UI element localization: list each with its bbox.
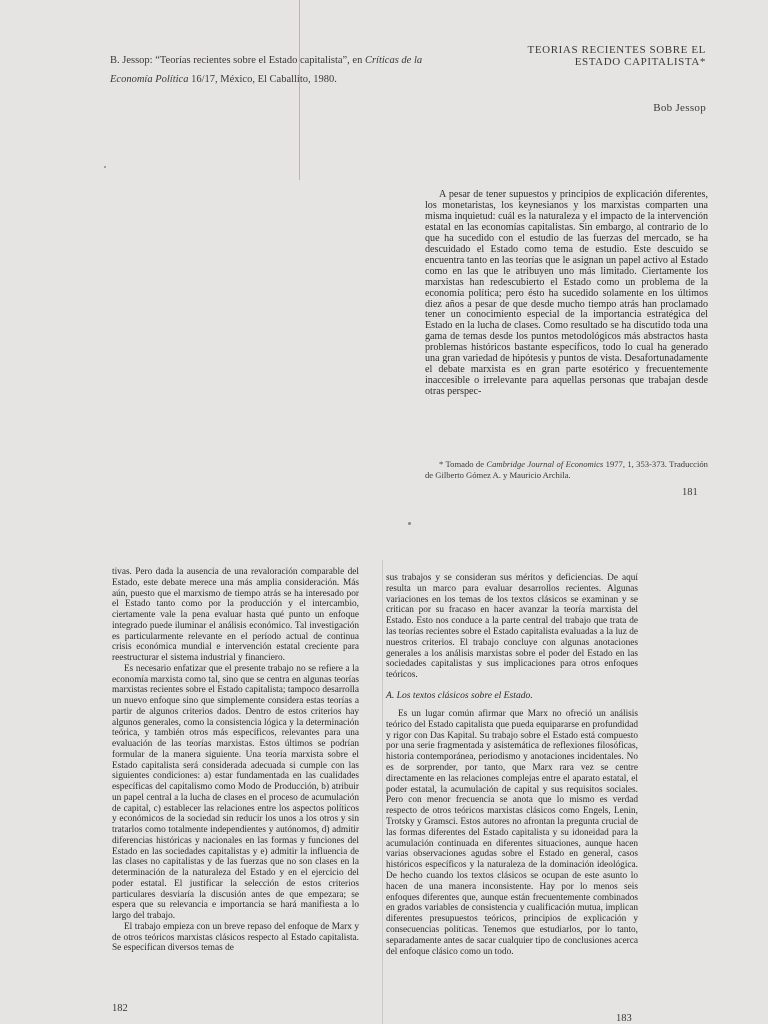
footnote xyxy=(425,459,708,480)
right-column xyxy=(386,573,638,957)
page-number-182: 182 xyxy=(112,1003,128,1014)
article-author: Bob Jessop xyxy=(653,102,706,114)
intro-paragraph: A pesar de tener supuestos y principios de explicación diferentes, los monetaristas, los keynesianos y los marxistas comparten una misma inquietud: cuál es la naturaleza y el impacto de la intervención estatal en las economías capitalistas. Sin embargo, al contrario de lo que ha sucedido con el estudio de las fuerzas del mercado, se ha descuidado el Estado como tema de estudio. Este descuido se encuentra tanto en las teorías que le asignan un papel activo al Estado como en las que le atribuyen uno más limitado. Ciertamente los marxistas han redescubierto el Estado como un problema de la economía política; pero ésto ha sucedido solamente en los últimos diez años a pesar de que desde mucho tiempo atrás han proclamado tener un conocimiento especial de la importancia estratégica del Estado en la lucha de clases. Como resultado se ha discutido toda una gama de temas desde los puntos metodológicos más abstractos hasta problemas históricos bastante específicos, todo lo cual ha generado una gran variedad de hipótesis y puntos de vista. Desafortunadamente el debate marxista es en gran parte esotérico y frecuentemente inaccesible o irrelevante para aquellas personas que trabajan desde otras perspec- xyxy=(425,189,708,398)
fold-line-bottom xyxy=(382,560,383,1024)
page-number-183: 183 xyxy=(616,1013,632,1024)
footnote-journal: Cambridge Journal of Economics xyxy=(486,459,604,469)
right-paragraph-2: Es un lugar común afirmar que Marx no ofreció un análisis teórico del Estado capitalista que pueda equipararse en profundidad y rigor con Das Kapital. Su trabajo sobre el Estado está compuesto por una serie fragmentada y asistemática de reflexiones filosóficas, historia contemporánea, periodismo y anotaciones incidentales. No es de sorprender, por tanto, que Marx rara vez se centre directamente en las relaciones complejas entre el aparato estatal, el poder estatal, la acumulación de capital y sus requisitos sociales. Pero con menor frecuencia se anota que lo mismo es verdad respecto de otros teóricos marxistas clásicos como Engels, Lenin, Trotsky y Gramsci. Estos autores no afrontan la pregunta crucial de las formas diferentes del Estado capitalista y su idoneidad para la acumulación continuada en diferentes situaciones, aunque hacen varias observaciones agudas sobre el Estado en general, casos históricos específicos y la naturaleza de la dominación ideológica. De hecho cuando los textos clásicos se ocupan de este asunto lo hacen de una manera inconsistente. Hay por lo menos seis enfoques diferentes que, aunque están frecuentemente combinados en grados variables de consistencia y cualificación mutua, implican diferentes presupuestos teóricos, principios de explicación y consecuencias políticas. Tenemos que estudiarlos, por lo tanto, separadamente antes de sacar cualquier tipo de conclusiones acerca del enfoque clásico como un todo. xyxy=(386,708,638,957)
article-title-line1: TEORIAS RECIENTES SOBRE EL xyxy=(527,44,706,56)
citation-journal: Críticas de la xyxy=(364,55,423,66)
footnote-prefix: * Tomado de xyxy=(439,459,487,469)
citation-text: B. Jessop: “Teorías recientes sobre el Estado capitalista”, en xyxy=(110,55,365,66)
scan-speck xyxy=(408,522,411,525)
page-number-181: 181 xyxy=(682,487,698,498)
section-heading: A. Los textos clásicos sobre el Estado. xyxy=(386,689,533,701)
left-paragraph-2: Es necesario enfatizar que el presente trabajo no se refiere a la economía marxista como tal, sino que se centra en algunas teorías marxistas recientes sobre el Estado capitalista; tampoco desarrolla un nuevo enfoque sino que simplemente considera estas teorías a partir de algunos criterios dados. Dentro de estos criterios hay algunos generales, como la consistencia lógica y la determinación teórica, y también otros más específicos, relevantes para una evaluación de las teorías marxistas. Estos últimos se podrían formular de la manera siguiente. Una teoría marxista sobre el Estado capitalista será considerada adecuada si cumple con las siguientes condiciones: a) estar fundamentada en las cualidades específicas del capitalismo como Modo de Producción, b) atribuir un papel central a la lucha de clases en el proceso de acumulación de capital, c) establecer las relaciones entre los aspectos políticos y económicos de la sociedad sin reducir los unos a los otros y sin tratarlos como totalmente independientes y autónomos, d) admitir diferencias históricas y nacionales en las formas y funciones del Estado en las sociedades capitalistas y e) admitir la influencia de las clases no capitalistas y de las fuerzas que no son clases en la determinación de la naturaleza del Estado y en el ejercicio del poder estatal. El justificar la selección de estos criterios particulares desviaría la discusión antes de que empezara; se espera que su relevancia e importancia se hará manifiesta a lo largo del trabajo. xyxy=(112,663,359,921)
fold-line-top xyxy=(299,0,300,180)
right-paragraph-1: sus trabajos y se consideran sus méritos y deficiencias. De aquí resulta un marco para evaluar desarrollos recientes. Algunas variaciones en los temas de los textos clásicos se examinan y se critican por su fracaso en hacer avanzar la teoría marxista del Estado. Esto nos conduce a la parte central del trabajo que trata de las teorías recientes sobre el Estado capitalista evaluadas a la luz de nuestros criterios. El trabajo concluye con algunas anotaciones generales a los análisis marxistas sobre el poder del Estado en las sociedades capitalistas y sus implicaciones para otros enfoques teóricos. xyxy=(386,573,638,681)
citation-details: 16/17, México, El Caballito, 1980. xyxy=(188,74,337,85)
article-title xyxy=(446,44,706,68)
scan-speck xyxy=(104,166,106,168)
citation xyxy=(110,51,440,89)
left-paragraph-3: El trabajo empieza con un breve repaso del enfoque de Marx y de otros teóricos marxistas clásicos respecto al Estado capitalista. Se especifican diversos temas de xyxy=(112,921,359,954)
article-title-line2: ESTADO CAPITALISTA* xyxy=(574,56,706,68)
left-paragraph-1: tivas. Pero dada la ausencia de una revaloración comparable del Estado, este debate merece una más amplia consideración. Más aún, puesto que el marxismo de tiempo atrás se ha interesado por el Estado tanto como por la producción y el intercambio, ciertamente vale la pena evaluar hasta qué punto un enfoque integrado puede iluminar el análisis económico. Tal investigación es particularmente relevante en el período actual de continua crisis económica mundial e intervención estatal creciente para reestructurar el sistema industrial y financiero. xyxy=(112,567,359,663)
citation-journal-cont: Economía Política xyxy=(110,74,189,85)
footnote-suffix: 1977, 1, 353-373. Traducción de Gilberto Gómez A. y Mauricio Archila. xyxy=(425,459,708,480)
left-column xyxy=(112,567,359,954)
